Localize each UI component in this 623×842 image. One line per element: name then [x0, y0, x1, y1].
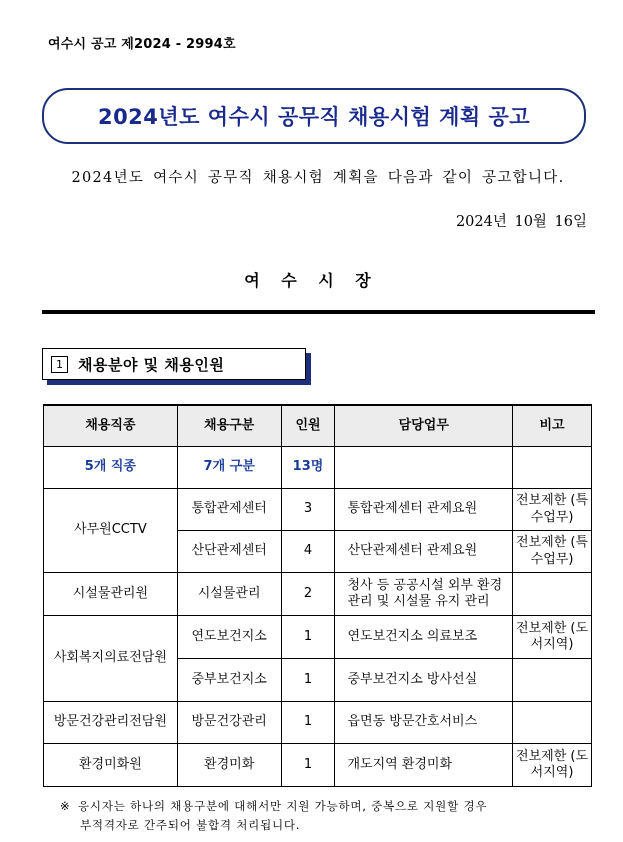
duty-cell: 개도지역 환경미화	[335, 744, 513, 787]
summary-count: 13명	[281, 447, 335, 489]
footnote-mark: ※	[60, 799, 71, 813]
page-title: 2024년도 여수시 공무직 채용시험 계획 공고	[97, 105, 531, 129]
duty-cell: 중부보건지소 방사선실	[335, 659, 513, 702]
notice-number: 여수시 공고 제2024 - 2994호	[48, 37, 236, 52]
count-cell: 1	[281, 702, 335, 744]
table-row	[44, 744, 592, 787]
header-note: 비고	[513, 405, 592, 447]
header-duty: 담당업무	[335, 405, 513, 447]
summary-jobs: 5개 직종	[44, 447, 178, 489]
table-row	[44, 489, 592, 531]
category-cell: 시설물관리	[177, 573, 281, 616]
count-cell: 2	[281, 573, 335, 616]
note-cell: 전보제한 (특수업무)	[513, 531, 592, 573]
summary-blank	[335, 447, 513, 489]
job-cell: 사회복지의료전담원	[44, 616, 178, 702]
title-banner	[42, 88, 586, 144]
duty-cell: 읍면동 방문간호서비스	[335, 702, 513, 744]
count-cell: 1	[281, 744, 335, 787]
header-count: 인원	[281, 405, 335, 447]
job-cell: 방문건강관리전담원	[44, 702, 178, 744]
signer: 여 수 시 장	[244, 271, 379, 290]
recruitment-table	[43, 404, 592, 787]
note-cell	[513, 573, 592, 616]
duty-cell: 청사 등 공공시설 외부 환경 관리 및 시설물 유지 관리	[335, 573, 513, 616]
duty-cell: 산단관제센터 관제요원	[335, 531, 513, 573]
job-cell: 환경미화원	[44, 744, 178, 787]
job-cell: 시설물관리원	[44, 573, 178, 616]
category-cell: 환경미화	[177, 744, 281, 787]
divider	[42, 310, 595, 314]
note-cell: 전보제한 (도서지역)	[513, 616, 592, 659]
category-cell: 방문건강관리	[177, 702, 281, 744]
duty-cell: 연도보건지소 의료보조	[335, 616, 513, 659]
summary-row	[44, 447, 592, 489]
count-cell: 1	[281, 659, 335, 702]
summary-categories: 7개 구분	[177, 447, 281, 489]
table-row	[44, 573, 592, 616]
table-header-row	[44, 405, 592, 447]
table-row	[44, 702, 592, 744]
category-cell: 산단관제센터	[177, 531, 281, 573]
footnote	[60, 797, 595, 835]
notice-date: 2024년 10월 16일	[455, 214, 587, 230]
note-cell	[513, 659, 592, 702]
header-category: 채용구분	[177, 405, 281, 447]
footnote-line-1: 응시자는 하나의 채용구분에 대해서만 지원 가능하며, 중복으로 지원할 경우	[78, 799, 488, 813]
intro-text: 2024년도 여수시 공무직 채용시험 계획을 다음과 같이 공고합니다.	[71, 170, 565, 186]
footnote-line-2: 부적격자로 간주되어 불합격 처리됩니다.	[80, 818, 301, 832]
duty-cell: 통합관제센터 관제요원	[335, 489, 513, 531]
count-cell: 1	[281, 616, 335, 659]
category-cell: 연도보건지소	[177, 616, 281, 659]
header-job: 채용직종	[44, 405, 178, 447]
note-cell	[513, 702, 592, 744]
note-cell: 전보제한 (도서지역)	[513, 744, 592, 787]
category-cell: 중부보건지소	[177, 659, 281, 702]
count-cell: 3	[281, 489, 335, 531]
count-cell: 4	[281, 531, 335, 573]
section-label: 채용분야 및 채용인원	[78, 355, 225, 374]
section-header	[42, 348, 306, 380]
table-row	[44, 616, 592, 659]
summary-blank	[513, 447, 592, 489]
category-cell: 통합관제센터	[177, 489, 281, 531]
note-cell: 전보제한 (특수업무)	[513, 489, 592, 531]
section-number: 1	[51, 356, 68, 373]
job-cell: 사무원CCTV	[44, 489, 178, 573]
